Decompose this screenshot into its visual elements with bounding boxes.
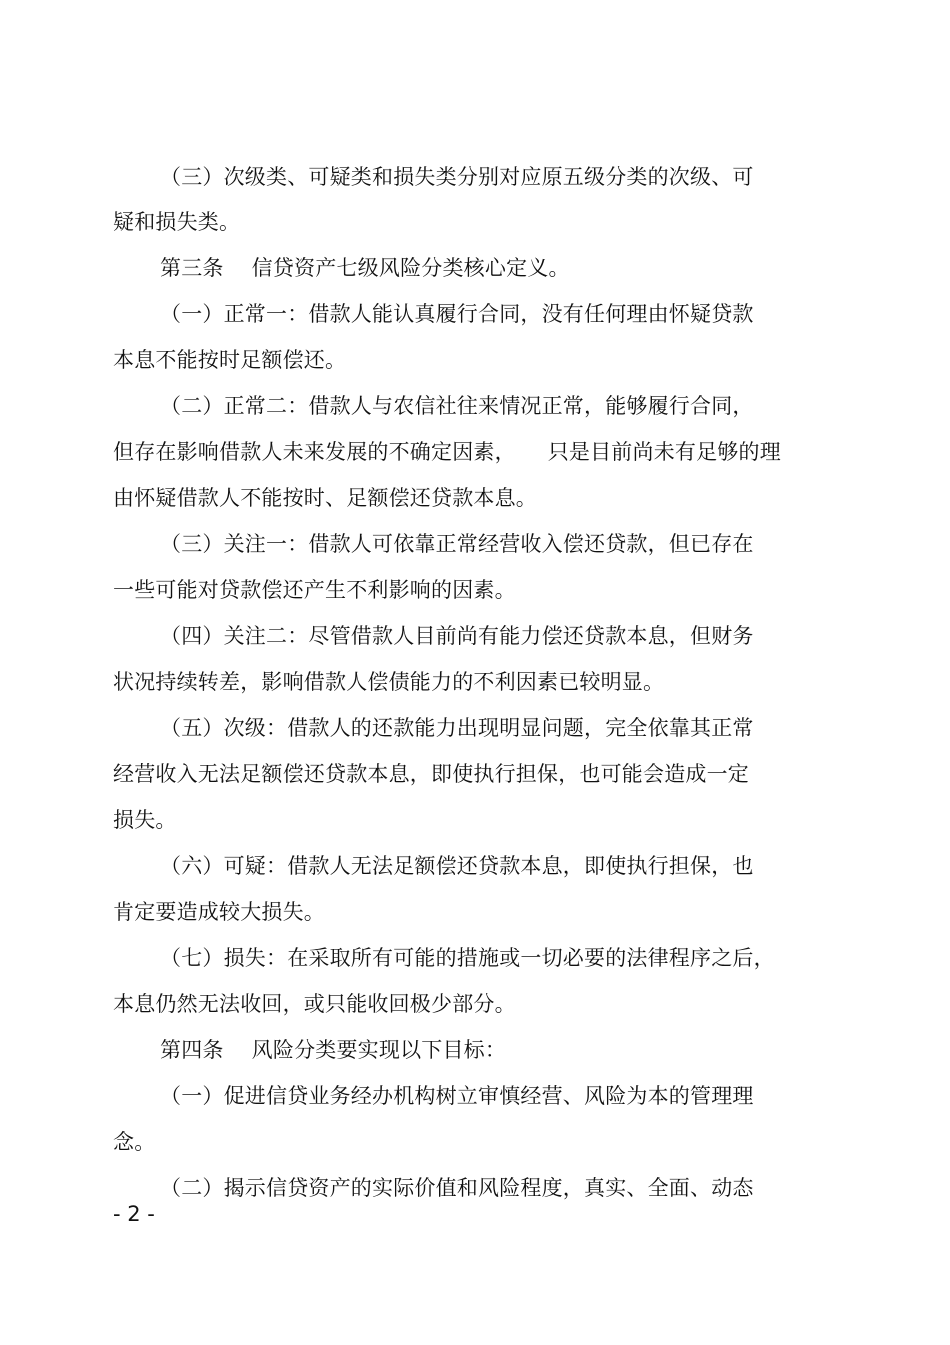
paragraph-line: 状况持续转差，影响借款人偿债能力的不利因素已较明显。: [113, 670, 665, 694]
page-number: - 2 -: [113, 1202, 155, 1226]
article-heading: 第四条 风险分类要实现以下目标：: [160, 1038, 507, 1062]
paragraph-line: 本息不能按时足额偿还。: [113, 348, 347, 372]
paragraph-line: （五）次级：借款人的还款能力出现明显问题，完全依靠其正常: [160, 716, 754, 740]
paragraph-line: 经营收入无法足额偿还贷款本息，即使执行担保，也可能会造成一定: [113, 762, 749, 786]
paragraph-line: （四）关注二：尽管借款人目前尚有能力偿还贷款本息，但财务: [160, 624, 754, 648]
paragraph-line: （一）促进信贷业务经办机构树立审慎经营、风险为本的管理理: [160, 1084, 754, 1108]
paragraph-line: 本息仍然无法收回，或只能收回极少部分。: [113, 992, 516, 1016]
paragraph-line: 由怀疑借款人不能按时、足额偿还贷款本息。: [113, 486, 537, 510]
paragraph-line: （二）揭示信贷资产的实际价值和风险程度，真实、全面、动态: [160, 1176, 754, 1200]
article-heading: 第三条 信贷资产七级风险分类核心定义。: [160, 256, 570, 280]
paragraph-line: （一）正常一：借款人能认真履行合同，没有任何理由怀疑贷款: [160, 302, 754, 326]
paragraph-line: 但存在影响借款人未来发展的不确定因素， 只是目前尚未有足够的理: [113, 440, 781, 464]
paragraph-line: 念。: [113, 1130, 156, 1154]
paragraph-line: 疑和损失类。: [113, 210, 241, 234]
paragraph-line: （七）损失：在采取所有可能的措施或一切必要的法律程序之后，: [160, 946, 775, 970]
paragraph-line: 损失。: [113, 808, 177, 832]
paragraph-line: （六）可疑：借款人无法足额偿还贷款本息，即使执行担保，也: [160, 854, 754, 878]
paragraph-line: （二）正常二：借款人与农信社往来情况正常，能够履行合同，: [160, 394, 754, 418]
paragraph-line: （三）关注一：借款人可依靠正常经营收入偿还贷款，但已存在: [160, 532, 754, 556]
paragraph-line: 肯定要造成较大损失。: [113, 900, 325, 924]
paragraph-line: 一些可能对贷款偿还产生不利影响的因素。: [113, 578, 516, 602]
paragraph-line: （三）次级类、可疑类和损失类分别对应原五级分类的次级、可: [160, 165, 754, 189]
